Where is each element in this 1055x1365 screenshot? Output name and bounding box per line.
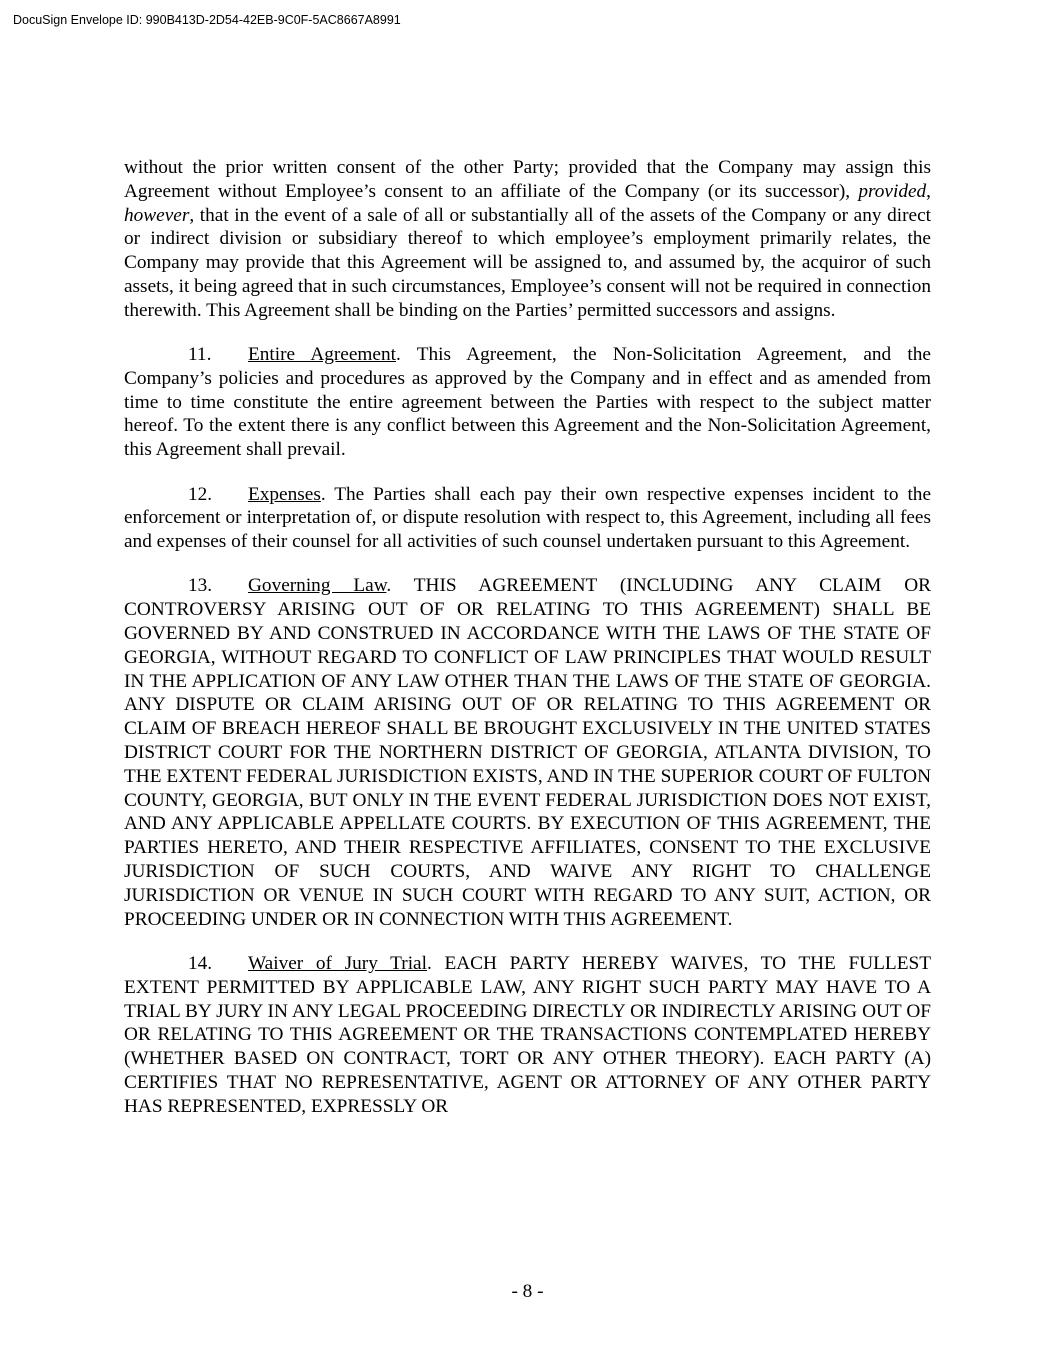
section-heading: Expenses [248,483,321,505]
section-number: 11. [188,344,212,366]
continuation-text-1: without the prior written consent of the other Party; provided that the Company may assign this Agreement without Employee’s consent to an affiliate of the Company (or its successor), [124,157,931,202]
section-number: 12. [188,483,213,505]
provided-term: provided [858,180,927,202]
continuation-comma: , [926,180,931,202]
document-body [124,156,931,1139]
however-term: however [124,204,190,226]
section-number: 14. [188,952,213,974]
docusign-envelope-id: DocuSign Envelope ID: 990B413D-2D54-42EB-9C0F-5AC8667A8991 [13,13,401,27]
section-11 [124,343,931,462]
page-number: - 8 - [511,1281,544,1302]
section-12 [124,483,931,554]
section-body: . EACH PARTY HEREBY WAIVES, TO THE FULLEST EXTENT PERMITTED BY APPLICABLE LAW, ANY RIGHT SUCH PARTY MAY HAVE TO A TRIAL BY JURY IN ANY LEGAL PROCEEDING DIRECTLY OR INDIRECTLY ARISING OUT OF OR RELATING TO THIS AGREEMENT OR THE TRANSACTIONS CONTEMPLATED HEREBY (WHETHER BASED ON CONTRACT, TORT OR ANY OTHER THEORY). EACH PARTY (A) CERTIFIES THAT NO REPRESENTATIVE, AGENT OR ATTORNEY OF ANY OTHER PARTY HAS REPRESENTED, EXPRESSLY OR [124,952,931,1117]
section-body: . THIS AGREEMENT (INCLUDING ANY CLAIM OR CONTROVERSY ARISING OUT OF OR RELATING TO THIS AGREEMENT) SHALL BE GOVERNED BY AND CONSTRUED IN ACCORDANCE WITH THE LAWS OF THE STATE OF GEORGIA, WITHOUT REGARD TO CONFLICT OF LAW PRINCIPLES THAT WOULD RESULT IN THE APPLICATION OF ANY LAW OTHER THAN THE LAWS OF THE STATE OF GEORGIA. ANY DISPUTE OR CLAIM ARISING OUT OF OR RELATING TO THIS AGREEMENT OR CLAIM OF BREACH HEREOF SHALL BE BROUGHT EXCLUSIVELY IN THE UNITED STATES DISTRICT COURT FOR THE NORTHERN DISTRICT OF GEORGIA, ATLANTA DIVISION, TO THE EXTENT FEDERAL JURISDICTION EXISTS, AND IN THE SUPERIOR COURT OF FULTON COUNTY, GEORGIA, BUT ONLY IN THE EVENT FEDERAL JURISDICTION DOES NOT EXIST, AND ANY APPLICABLE APPELLATE COURTS. BY EXECUTION OF THIS AGREEMENT, THE PARTIES HERETO, AND THEIR RESPECTIVE AFFILIATES, CONSENT TO THE EXCLUSIVE JURISDICTION OF SUCH COURTS, AND WAIVE ANY RIGHT TO CHALLENGE JURISDICTION OR VENUE IN SUCH COURT WITH REGARD TO ANY SUIT, ACTION, OR PROCEEDING UNDER OR IN CONNECTION WITH THIS AGREEMENT. [124,575,931,930]
continuation-text-2: , that in the event of a sale of all or substantially all of the assets of the Company or any direct or indirect division or subsidiary thereof to which employee’s employment primarily relates, the Company may provide that this Agreement will be assigned to, and assumed by, the acquiror of such assets, it being agreed that in such circumstances, Employee’s consent will not be required in connection therewith. This Agreement shall be binding on the Parties’ permitted successors and assigns. [124,204,931,321]
section-heading: Governing Law [248,575,387,597]
section-body: . The Parties shall each pay their own respective expenses incident to the enforcement or interpretation of, or dispute resolution with respect to, this Agreement, including all fees and expenses of their counsel for all activities of such counsel undertaken pursuant to this Agreement. [124,483,931,553]
section-heading: Waiver of Jury Trial [248,952,427,974]
section-14 [124,952,931,1119]
section-heading: Entire Agreement [248,344,396,366]
section-body: . This Agreement, the Non-Solicitation Agreement, and the Company’s policies and procedures as approved by the Company and in effect and as amended from time to time constitute the entire agreement between the Parties with respect to the subject matter hereof. To the extent there is any conflict between this Agreement and the Non-Solicitation Agreement, this Agreement shall prevail. [124,344,931,461]
section-number: 13. [188,575,213,597]
continuation-paragraph [124,156,931,323]
section-13 [124,574,931,931]
